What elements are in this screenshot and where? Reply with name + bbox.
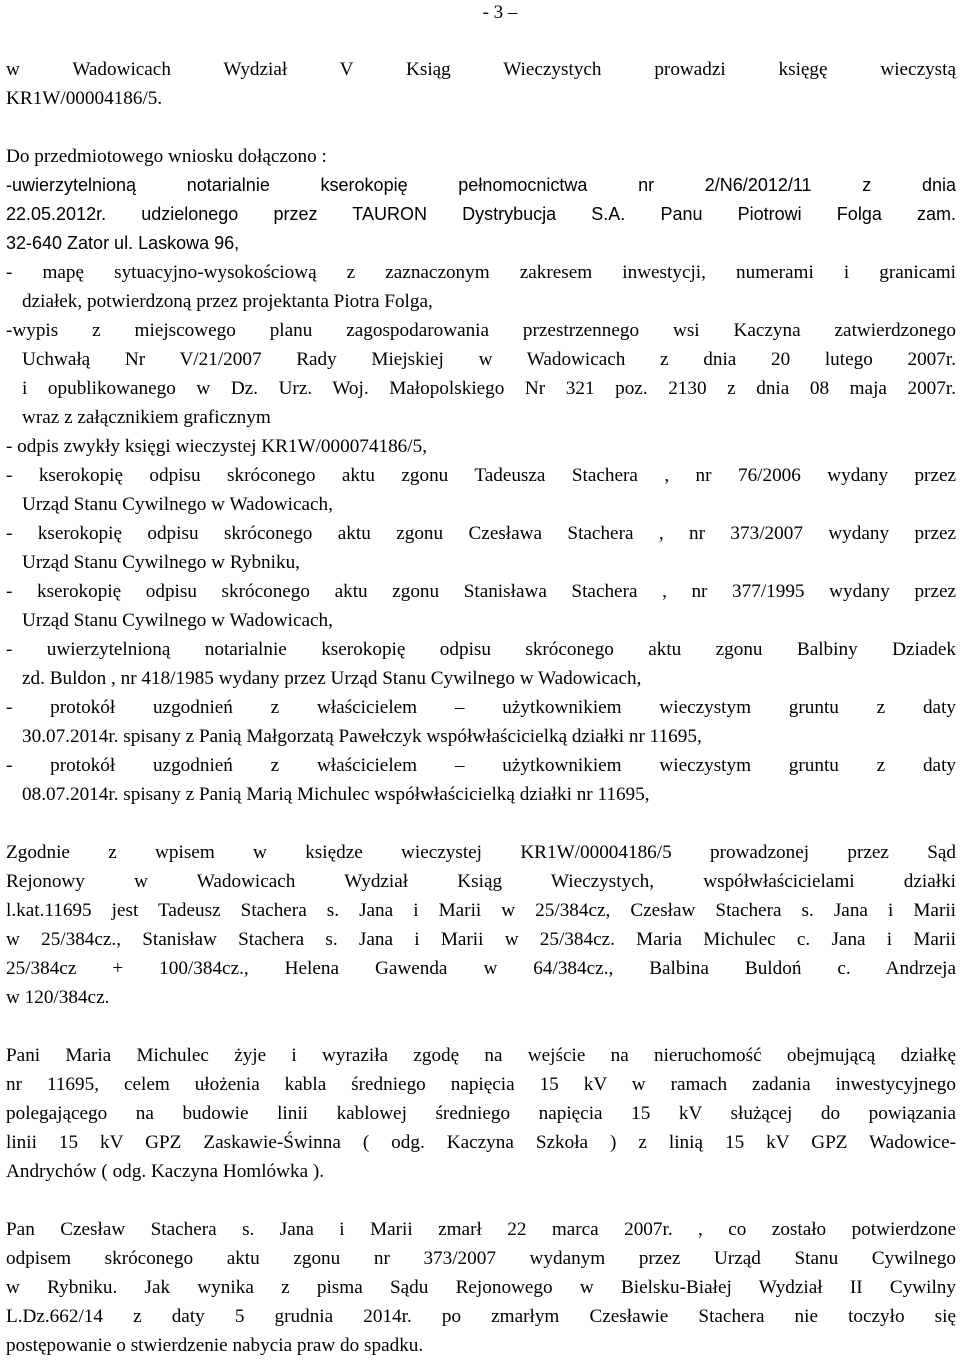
text-line: - kserokopię odpisu skróconego aktu zgonu Stanisława Stachera , nr 377/1995 wydany przez: [6, 581, 956, 602]
text-line: Pan Czesław Stachera s. Jana i Marii zmarł 22 marca 2007r. , co zostało potwierdzone: [6, 1219, 956, 1240]
text-line: i opublikowanego w Dz. Urz. Woj. Małopolskiego Nr 321 poz. 2130 z dnia 08 maja 2007r.: [22, 378, 956, 399]
attachment-item: [6, 258, 956, 316]
text-line: 32-640 Zator ul. Laskowa 96,: [6, 233, 240, 253]
consent-paragraph: [6, 1041, 956, 1186]
attachment-item: [6, 461, 956, 519]
text-line: Zgodnie z wpisem w księdze wieczystej KR1W/00004186/5 prowadzonej przez Sąd: [6, 842, 956, 863]
attachment-item: [6, 635, 956, 693]
text-line: w Rybniku. Jak wynika z pisma Sądu Rejonowego w Bielsku-Białej Wydział II Cywilny: [6, 1277, 956, 1298]
text-line: L.Dz.662/14 z daty 5 grudnia 2014r. po zmarłym Czesławie Stachera nie toczyło się: [6, 1306, 956, 1327]
text-line: Urząd Stanu Cywilnego w Rybniku,: [22, 552, 300, 573]
text-line: - uwierzytelnioną notarialnie kserokopię odpisu skróconego aktu zgonu Balbiny Dziadek: [6, 639, 956, 660]
text-line: Rejonowy w Wadowicach Wydział Ksiąg Wieczystych, współwłaścicielami działki: [6, 871, 956, 892]
attachment-item: [6, 519, 956, 577]
text-line: - protokół uzgodnień z właścicielem – użytkownikiem wieczystym gruntu z daty: [6, 697, 956, 718]
text-line: linii 15 kV GPZ Zaskawie-Świnna ( odg. Kaczyna Szkoła ) z linią 15 kV GPZ Wadowice-: [6, 1132, 956, 1153]
text-line: - mapę sytuacyjno-wysokościową z zaznaczonym zakresem inwestycji, numerami i granicami: [6, 262, 956, 283]
text-line: 30.07.2014r. spisany z Panią Małgorzatą Pawełczyk współwłaścicielką działki nr 11695,: [22, 726, 702, 747]
text-line: -wypis z miejscowego planu zagospodarowania przestrzennego wsi Kaczyna zatwierdzonego: [6, 320, 956, 341]
attachments-heading: Do przedmiotowego wniosku dołączono :: [6, 146, 327, 167]
text-line: w 120/384cz.: [6, 987, 110, 1008]
text-line: polegającego na budowie linii kablowej średniego napięcia 15 kV służącej do powiązania: [6, 1103, 956, 1124]
text-line: 22.05.2012r. udzielonego przez TAURON Dystrybucja S.A. Panu Piotrowi Folga zam.: [6, 204, 956, 224]
text-line: Urząd Stanu Cywilnego w Wadowicach,: [22, 610, 333, 631]
attachment-item: [6, 693, 956, 751]
text-line: postępowanie o stwierdzenie nabycia praw do spadku.: [6, 1335, 424, 1356]
text-line: 25/384cz + 100/384cz., Helena Gawenda w 64/384cz., Balbina Buldoń c. Andrzeja: [6, 958, 956, 979]
text-line: w 25/384cz., Stanisław Stachera s. Jana i Marii w 25/384cz. Maria Michulec c. Jana i Marii: [6, 929, 956, 950]
inheritance-paragraph: [6, 1215, 956, 1360]
text-line: działek, potwierdzoną przez projektanta Piotra Folga,: [22, 291, 433, 312]
text-line: l.kat.11695 jest Tadeusz Stachera s. Jana i Marii w 25/384cz, Czesław Stachera s. Jana i Marii: [6, 900, 956, 921]
text-line: Uchwałą Nr V/21/2007 Rady Miejskiej w Wadowicach z dnia 20 lutego 2007r.: [22, 349, 956, 370]
text-line: - kserokopię odpisu skróconego aktu zgonu Tadeusza Stachera , nr 76/2006 wydany przez: [6, 465, 956, 486]
attachment-item: [6, 316, 956, 432]
attachments-list: [6, 142, 956, 809]
text-line: 08.07.2014r. spisany z Panią Marią Michulec współwłaścicielką działki nr 11695,: [22, 784, 650, 805]
text-line: Pani Maria Michulec żyje i wyraziła zgodę na wejście na nieruchomość obejmującą działkę: [6, 1045, 956, 1066]
text-line: KR1W/00004186/5.: [6, 88, 163, 109]
text-line: wraz z załącznikiem graficznym: [22, 407, 271, 428]
text-line: w Wadowicach Wydział V Ksiąg Wieczystych prowadzi księgę wieczystą: [6, 59, 956, 80]
ownership-paragraph: [6, 838, 956, 1012]
text-line: odpisem skróconego aktu zgonu nr 373/2007 wydanym przez Urząd Stanu Cywilnego: [6, 1248, 956, 1269]
text-line: Andrychów ( odg. Kaczyna Homlówka ).: [6, 1161, 325, 1182]
page-number: - 3 –: [482, 2, 518, 23]
attachment-item: [6, 577, 956, 635]
text-line: - protokół uzgodnień z właścicielem – użytkownikiem wieczystym gruntu z daty: [6, 755, 956, 776]
text-line: Urząd Stanu Cywilnego w Wadowicach,: [22, 494, 333, 515]
text-line: nr 11695, celem ułożenia kabla średniego napięcia 15 kV w ramach zadania inwestycyjnego: [6, 1074, 956, 1095]
attachment-item: [6, 171, 956, 258]
text-line: zd. Buldon , nr 418/1985 wydany przez Urząd Stanu Cywilnego w Wadowicach,: [22, 668, 642, 689]
text-line: - odpis zwykły księgi wieczystej KR1W/000074186/5,: [6, 436, 428, 457]
attachment-item: [6, 751, 956, 809]
intro-paragraph: [6, 55, 956, 113]
text-line: - kserokopię odpisu skróconego aktu zgonu Czesława Stachera , nr 373/2007 wydany przez: [6, 523, 956, 544]
text-line: -uwierzytelnioną notarialnie kserokopię pełnomocnictwa nr 2/N6/2012/11 z dnia: [6, 175, 956, 195]
attachment-item: [6, 432, 956, 461]
document-body: [6, 55, 956, 1360]
